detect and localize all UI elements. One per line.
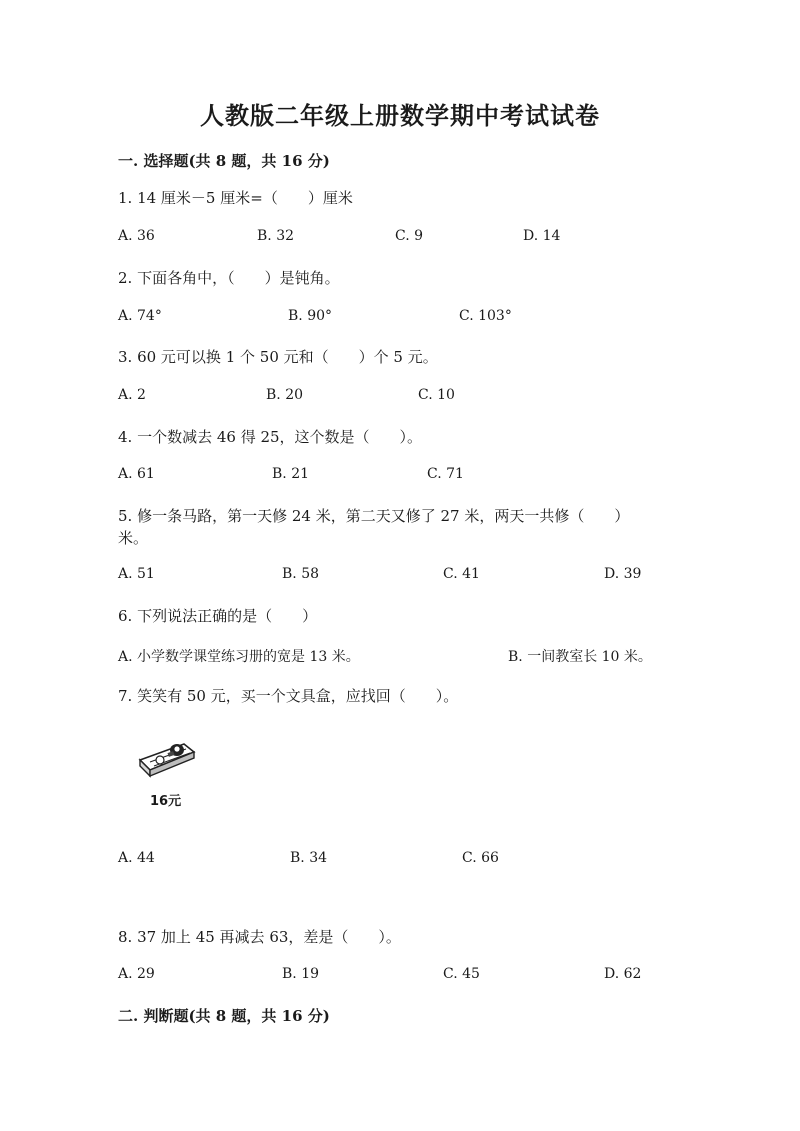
q7-option-c: C. 66 xyxy=(462,850,499,866)
question-6: 6. 下列说法正确的是（ ） xyxy=(118,607,318,625)
question-4: 4. 一个数减去 46 得 25，这个数是（ ）。 xyxy=(118,428,423,446)
q1-option-a: A. 36 xyxy=(118,228,155,244)
q3-option-b: B. 20 xyxy=(266,387,304,403)
q5-option-a: A. 51 xyxy=(118,566,155,582)
q6-option-b: B. 一间教室长 10 米。 xyxy=(508,649,652,665)
question-3: 3. 60 元可以换 1 个 50 元和（ ）个 5 元。 xyxy=(118,348,438,366)
pencil-box-icon xyxy=(136,738,198,784)
q1-option-d: D. 14 xyxy=(523,228,561,244)
q8-option-c: C. 45 xyxy=(443,966,480,982)
q2-option-b: B. 90° xyxy=(288,308,333,324)
q4-option-b: B. 21 xyxy=(272,466,310,482)
q8-option-b: B. 19 xyxy=(282,966,320,982)
q5-option-d: D. 39 xyxy=(604,566,642,582)
q7-option-b: B. 34 xyxy=(290,850,328,866)
q1-option-c: C. 9 xyxy=(395,228,424,244)
q8-option-d: D. 62 xyxy=(604,966,642,982)
price-label: 16元 xyxy=(150,794,182,809)
q4-option-c: C. 71 xyxy=(427,466,464,482)
question-2: 2. 下面各角中，（ ）是钝角。 xyxy=(118,269,340,287)
section-heading-judgment: 二. 判断题(共 8 题，共 16 分) xyxy=(118,1007,330,1025)
section-heading-choice: 一. 选择题(共 8 题，共 16 分) xyxy=(118,152,330,170)
q7-option-a: A. 44 xyxy=(118,850,155,866)
q5-option-b: B. 58 xyxy=(282,566,320,582)
question-7: 7. 笑笑有 50 元，买一个文具盒，应找回（ ）。 xyxy=(118,687,459,705)
q4-option-a: A. 61 xyxy=(118,466,155,482)
q5-option-c: C. 41 xyxy=(443,566,480,582)
q3-option-c: C. 10 xyxy=(418,387,455,403)
q1-option-b: B. 32 xyxy=(257,228,295,244)
page-title: 人教版二年级上册数学期中考试试卷 xyxy=(200,101,600,130)
q2-option-c: C. 103° xyxy=(459,308,512,324)
question-5-continued: 米。 xyxy=(118,529,149,547)
question-1: 1. 14 厘米－5 厘米=（ ）厘米 xyxy=(118,189,353,207)
q8-option-a: A. 29 xyxy=(118,966,155,982)
question-5: 5. 修一条马路，第一天修 24 米，第二天又修了 27 米，两天一共修（ ） xyxy=(118,507,630,525)
q6-option-a: A. 小学数学课堂练习册的宽是 13 米。 xyxy=(118,649,360,665)
q3-option-a: A. 2 xyxy=(118,387,146,403)
q2-option-a: A. 74° xyxy=(118,308,162,324)
question-8: 8. 37 加上 45 再减去 63，差是（ ）。 xyxy=(118,928,401,946)
